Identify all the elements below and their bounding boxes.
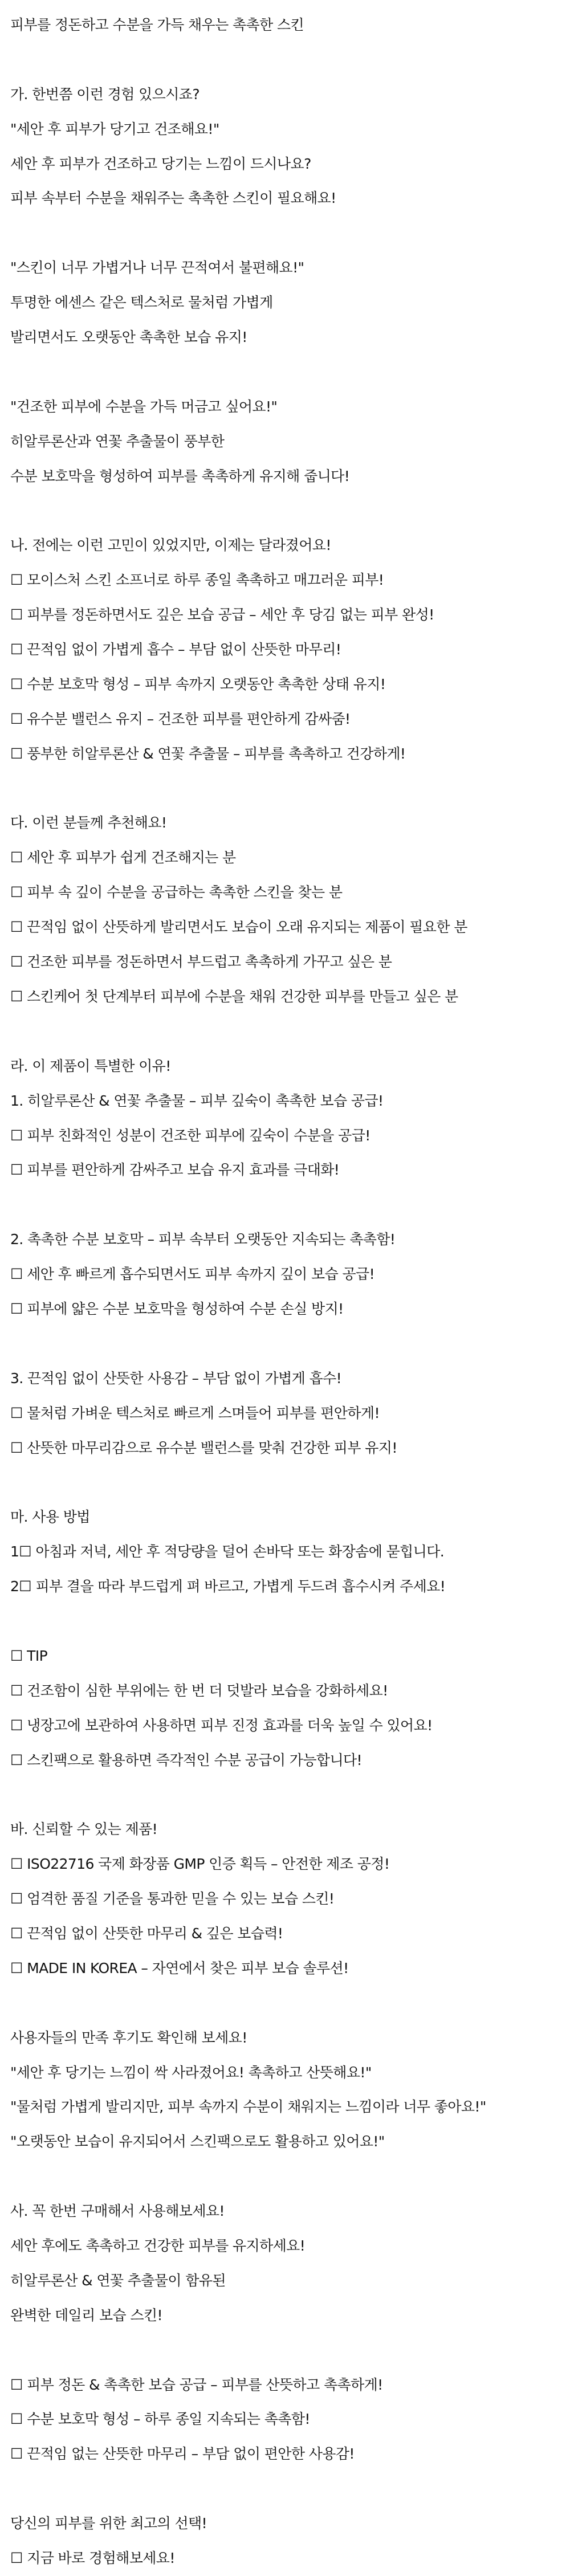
text-line: ☐ 끈적임 없이 가볍게 흡수 – 부담 없이 산뜻한 마무리! — [10, 641, 341, 658]
text-line: ☐ 수분 보호막 형성 – 피부 속까지 오랫동안 촉촉한 상태 유지! — [10, 675, 386, 692]
paragraph-gap — [10, 494, 570, 528]
text-line: ☐ 끈적임 없이 산뜻한 마무리 & 깊은 보습력! — [10, 1925, 283, 1942]
text-line: ☐ 피부 친화적인 성분이 건조한 피부에 깊숙이 수분을 공급! — [10, 1127, 370, 1144]
text-line: 2. 촉촉한 수분 보호막 – 피부 속부터 오랫동안 지속되는 촉촉함! — [10, 1231, 396, 1248]
text-section — [10, 2021, 570, 2160]
text-section — [10, 2368, 570, 2472]
text-line: "오랫동안 보습이 유지되어서 스킨팩으로도 활용하고 있어요!" — [10, 2133, 385, 2150]
paragraph-gap — [10, 216, 570, 251]
text-line: ☐ MADE IN KOREA – 자연에서 찾은 피부 보습 솔루션! — [10, 1959, 349, 1976]
paragraph-gap — [10, 355, 570, 390]
text-line: ☐ 끈적임 없는 산뜻한 마무리 – 부담 없이 편안한 사용감! — [10, 2445, 355, 2463]
text-section — [10, 1049, 570, 1188]
text-line: ☐ 모이스처 스킨 소프너로 하루 종일 촉촉하고 매끄러운 피부! — [10, 572, 384, 589]
paragraph-gap — [10, 1014, 570, 1049]
text-section — [10, 78, 570, 217]
text-line: 세안 후 피부가 건조하고 당기는 느낌이 드시나요? — [10, 155, 311, 172]
text-line: ☐ 엄격한 품질 기준을 통과한 믿을 수 있는 보습 스킨! — [10, 1890, 335, 1907]
text-line: ☐ 피부에 얇은 수분 보호막을 형성하여 수분 손실 방지! — [10, 1300, 344, 1317]
paragraph-gap — [10, 1188, 570, 1222]
text-section — [10, 1639, 570, 1778]
text-line: ☐ 지금 바로 경험해보세요! — [10, 2550, 175, 2567]
text-line: ☐ 유수분 밸런스 유지 – 건조한 피부를 편안하게 감싸줌! — [10, 710, 351, 727]
text-line: 나. 전에는 이런 고민이 있었지만, 이제는 달라졌어요! — [10, 537, 331, 554]
text-line: 1. 히알루론산 & 연꽃 추출물 – 피부 깊숙이 촉촉한 보습 공급! — [10, 1092, 384, 1109]
text-line: 라. 이 제품이 특별한 이유! — [10, 1057, 171, 1074]
text-line: ☐ 수분 보호막 형성 – 하루 종일 지속되는 촉촉함! — [10, 2411, 310, 2428]
text-line: ☐ 건조한 피부를 정돈하면서 부드럽고 촉촉하게 가꾸고 싶은 분 — [10, 953, 392, 971]
text-line: ☐ 피부 속 깊이 수분을 공급하는 촉촉한 스킨을 찾는 분 — [10, 884, 343, 901]
text-line: ☐ ISO22716 국제 화장품 GMP 인증 획득 – 안전한 제조 공정! — [10, 1856, 390, 1873]
text-line: ☐ 스킨케어 첫 단계부터 피부에 수분을 채워 건강한 피부를 만들고 싶은 분 — [10, 988, 458, 1005]
text-section — [10, 251, 570, 355]
text-line: "스킨이 너무 가볍거나 너무 끈적여서 불편해요!" — [10, 259, 304, 276]
text-line: ☐ 풍부한 히알루론산 & 연꽃 추출물 – 피부를 촉촉하고 건강하게! — [10, 745, 406, 762]
text-line: ☐ 건조함이 심한 부위에는 한 번 더 덧발라 보습을 강화하세요! — [10, 1682, 388, 1699]
text-line: ☐ 세안 후 빠르게 흡수되면서도 피부 속까지 깊이 보습 공급! — [10, 1266, 375, 1283]
text-section — [10, 1500, 570, 1604]
text-section — [10, 1812, 570, 1986]
text-line: "세안 후 피부가 당기고 건조해요!" — [10, 120, 219, 137]
paragraph-gap — [10, 2472, 570, 2506]
paragraph-gap — [10, 43, 570, 78]
paragraph-gap — [10, 1327, 570, 1362]
text-line: 피부 속부터 수분을 채워주는 촉촉한 스킨이 필요해요! — [10, 190, 336, 207]
text-line: 투명한 에센스 같은 텍스처로 물처럼 가볍게 — [10, 294, 273, 311]
text-line: 당신의 피부를 위한 최고의 선택! — [10, 2515, 207, 2532]
text-line: ☐ TIP — [10, 1647, 48, 1664]
paragraph-gap — [10, 2159, 570, 2194]
text-line: ☐ 끈적임 없이 산뜻하게 발리면서도 보습이 오래 유지되는 제품이 필요한 분 — [10, 919, 467, 936]
text-line: 바. 신뢰할 수 있는 제품! — [10, 1821, 158, 1838]
text-line: 히알루론산 & 연꽃 추출물이 함유된 — [10, 2272, 226, 2289]
text-line: 사용자들의 만족 후기도 확인해 보세요! — [10, 2029, 247, 2046]
paragraph-gap — [10, 1778, 570, 1812]
paragraph-gap — [10, 1604, 570, 1639]
paragraph-gap — [10, 1986, 570, 2021]
text-line: 수분 보호막을 형성하여 피부를 촉촉하게 유지해 줍니다! — [10, 467, 350, 484]
text-line: ☐ 피부 정돈 & 촉촉한 보습 공급 – 피부를 산뜻하고 촉촉하게! — [10, 2376, 383, 2393]
text-line: ☐ 산뜻한 마무리감으로 유수분 밸런스를 맞춰 건강한 피부 유지! — [10, 1439, 397, 1456]
text-line: 3. 끈적임 없이 산뜻한 사용감 – 부담 없이 가볍게 흡수! — [10, 1369, 342, 1387]
text-line: "물처럼 가볍게 발리지만, 피부 속까지 수분이 채워지는 느낌이라 너무 좋아요!" — [10, 2098, 486, 2116]
text-line: "세안 후 당기는 느낌이 싹 사라졌어요! 촉촉하고 산뜻해요!" — [10, 2064, 372, 2081]
text-line: 피부를 정돈하고 수분을 가득 채우는 촉촉한 스킨 — [10, 17, 304, 33]
text-line: ☐ 세안 후 피부가 쉽게 건조해지는 분 — [10, 849, 236, 866]
text-section — [10, 2506, 570, 2576]
text-line: 다. 이런 분들께 추천해요! — [10, 814, 167, 832]
text-line: 1☐ 아침과 저녁, 세안 후 적당량을 덜어 손바닥 또는 화장솜에 묻힙니다. — [10, 1543, 445, 1560]
text-line: 가. 한번쯤 이런 경험 있으시죠? — [10, 85, 200, 103]
text-section — [10, 528, 570, 771]
text-section — [10, 390, 570, 494]
text-line: ☐ 냉장고에 보관하여 사용하면 피부 진정 효과를 더욱 높일 수 있어요! — [10, 1717, 433, 1734]
text-line: 히알루론산과 연꽃 추출물이 풍부한 — [10, 433, 225, 450]
text-line: ☐ 물처럼 가벼운 텍스처로 빠르게 스며들어 피부를 편안하게! — [10, 1404, 380, 1421]
text-line: 세안 후에도 촉촉하고 건강한 피부를 유지하세요! — [10, 2237, 306, 2254]
text-line: ☐ 피부를 편안하게 감싸주고 보습 유지 효과를 극대화! — [10, 1161, 340, 1179]
text-line: 완벽한 데일리 보습 스킨! — [10, 2306, 162, 2324]
text-line: ☐ 피부를 정돈하면서도 깊은 보습 공급 – 세안 후 당김 없는 피부 완성! — [10, 606, 434, 623]
paragraph-gap — [10, 2333, 570, 2368]
text-line: 사. 꼭 한번 구매해서 사용해보세요! — [10, 2203, 225, 2220]
text-section — [10, 2194, 570, 2333]
text-section — [10, 1222, 570, 1327]
paragraph-gap — [10, 1465, 570, 1500]
text-line: 마. 사용 방법 — [10, 1509, 90, 1526]
text-line: 발리면서도 오랫동안 촉촉한 보습 유지! — [10, 329, 247, 346]
text-line: ☐ 스킨팩으로 활용하면 즉각적인 수분 공급이 가능합니다! — [10, 1751, 362, 1768]
text-section — [10, 806, 570, 1014]
paragraph-gap — [10, 772, 570, 806]
text-section — [10, 8, 570, 43]
text-line: "건조한 피부에 수분을 가득 머금고 싶어요!" — [10, 398, 278, 415]
text-section — [10, 1362, 570, 1466]
text-line: 2☐ 피부 결을 따라 부드럽게 펴 바르고, 가볍게 두드려 흡수시켜 주세요! — [10, 1578, 446, 1595]
